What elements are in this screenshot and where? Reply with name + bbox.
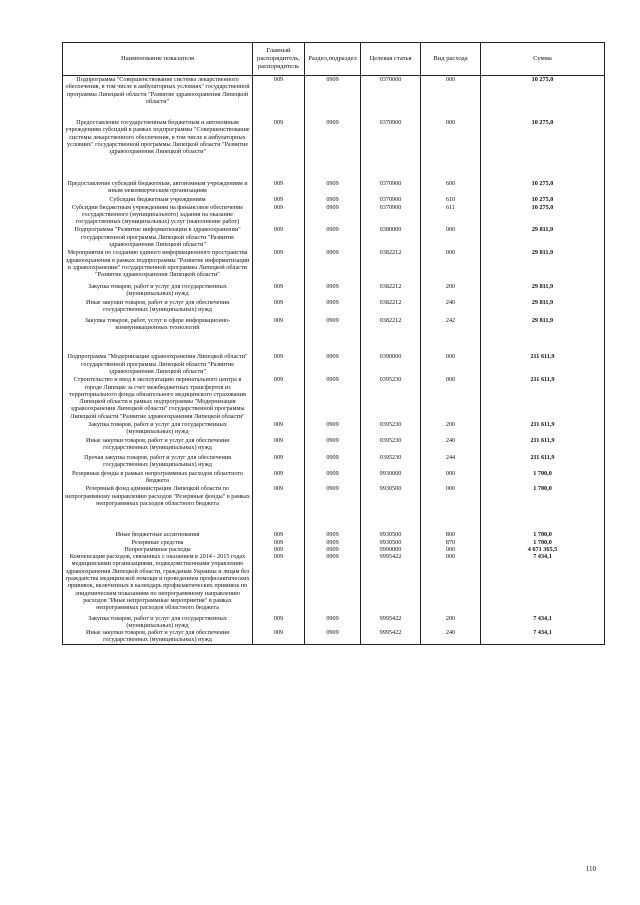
row-target: 0395230 — [361, 437, 421, 455]
row-name: Непрограммные расходы — [63, 546, 253, 553]
row-expense-type: 200 — [421, 615, 481, 630]
row-expense-type: 000 — [421, 353, 481, 376]
row-section: 0909 — [305, 353, 361, 376]
row-expense-type: 000 — [421, 119, 481, 179]
row-name: Предоставление субсидий бюджетным, автономным учреждениям и иным некоммерческим организациям — [63, 180, 253, 197]
row-section: 0909 — [305, 454, 361, 470]
table-row — [63, 485, 605, 531]
row-sum: 10 275,0 — [481, 204, 605, 227]
row-expense-type: 240 — [421, 629, 481, 644]
row-name: Прочая закупка товаров, работ и услуг для обеспечения государственных (муниципальных) нужд — [63, 454, 253, 470]
row-target: 0382212 — [361, 249, 421, 282]
row-sum: 10 275,0 — [481, 180, 605, 197]
row-expense-type: 870 — [421, 539, 481, 546]
row-sum: 10 275,0 — [481, 196, 605, 203]
row-expense-type: 240 — [421, 299, 481, 317]
row-target: 0380000 — [361, 226, 421, 249]
header-target: Целевая статья — [361, 43, 421, 76]
row-sum: 29 811,9 — [481, 283, 605, 300]
header-sum: Сумма — [481, 43, 605, 76]
row-target: 9930000 — [361, 470, 421, 486]
row-target: 9930500 — [361, 485, 421, 531]
row-expense-type: 000 — [421, 376, 481, 421]
row-sum: 7 434,1 — [481, 615, 605, 630]
row-admin: 009 — [253, 249, 305, 282]
row-section: 0909 — [305, 553, 361, 614]
table-row — [63, 454, 605, 470]
row-admin: 009 — [253, 76, 305, 120]
row-target: 9930500 — [361, 531, 421, 538]
table-row — [63, 437, 605, 455]
row-expense-type: 000 — [421, 226, 481, 249]
row-name: Резервный фонд администрации Липецкой области по непрограммному направлению расходов "Резервные фонды" в рамках непрограммных расходов областного бюджета — [63, 485, 253, 531]
row-section: 0909 — [305, 546, 361, 553]
row-name: Резервные фонды в рамках непрограммных расходов областного бюджета — [63, 470, 253, 486]
row-target: 0370900 — [361, 180, 421, 197]
row-expense-type: 000 — [421, 553, 481, 614]
budget-table-sheet — [62, 42, 604, 645]
row-name: Резервные средства — [63, 539, 253, 546]
row-sum: 7 434,1 — [481, 553, 605, 614]
row-section: 0909 — [305, 470, 361, 486]
row-target: 0370900 — [361, 119, 421, 179]
header-expense-type: Вид расхода — [421, 43, 481, 76]
header-row — [63, 43, 605, 76]
table-row — [63, 546, 605, 553]
row-name: Строительство и ввод в эксплуатацию перинатального центра в городе Липецке за счет межбюджетных трансфертов из территориального фонда обязательного медицинского страхования Липецкой области в рамках подпрограммы "Модернизация здравоохранения Липецкой области" государственной программы Липецкой области "Развитие здравоохранения Липецкой области" — [63, 376, 253, 421]
table-row — [63, 196, 605, 203]
row-target: 9930500 — [361, 539, 421, 546]
row-admin: 009 — [253, 553, 305, 614]
row-name: Закупка товаров, работ и услуг для государственных (муниципальных) нужд — [63, 283, 253, 300]
row-admin: 009 — [253, 376, 305, 421]
table-row — [63, 180, 605, 197]
row-sum: 211 611,9 — [481, 454, 605, 470]
row-target: 9995422 — [361, 615, 421, 630]
row-expense-type: 610 — [421, 196, 481, 203]
row-admin: 009 — [253, 539, 305, 546]
row-name: Закупка товаров, работ, услуг в сфере информационно-коммуникационных технологий — [63, 317, 253, 354]
row-section: 0909 — [305, 437, 361, 455]
row-sum: 211 611,9 — [481, 421, 605, 437]
row-target: 9990000 — [361, 546, 421, 553]
row-sum: 1 700,0 — [481, 470, 605, 486]
table-row — [63, 317, 605, 354]
row-expense-type: 244 — [421, 454, 481, 470]
row-target: 0382212 — [361, 317, 421, 354]
row-sum: 10 275,0 — [481, 119, 605, 179]
row-admin: 009 — [253, 485, 305, 531]
page-number: 110 — [585, 865, 596, 873]
row-sum: 29 811,9 — [481, 299, 605, 317]
row-section: 0909 — [305, 539, 361, 546]
row-section: 0909 — [305, 485, 361, 531]
row-name: Закупка товаров, работ и услуг для государственных (муниципальных) нужд — [63, 615, 253, 630]
row-name: Иные бюджетные ассигнования — [63, 531, 253, 538]
row-expense-type: 240 — [421, 437, 481, 455]
table-row — [63, 629, 605, 644]
row-expense-type: 000 — [421, 470, 481, 486]
row-expense-type: 000 — [421, 249, 481, 282]
row-target: 0382212 — [361, 283, 421, 300]
row-expense-type: 200 — [421, 283, 481, 300]
table-row — [63, 204, 605, 227]
row-admin: 009 — [253, 615, 305, 630]
row-sum: 7 434,1 — [481, 629, 605, 644]
row-name: Компенсация расходов, связанных с оказанием в 2014 - 2015 годах медицинскими организациями, подведомственными управлению здравоохранения Липецкой области, гражданам Украины и лицам без гражданства медицинской помощи и проведением профилактических прививок, включенных в календарь профилактических прививок по эпидемическим показаниям по непрограммному направлению расходов "Иные непрограммные мероприятия" в рамках непрограммных расходов областного бюджета — [63, 553, 253, 614]
row-name: Субсидии бюджетным учреждениям на финансовое обеспечение государственного (муниципального) задания на оказание государственных (муниципальных) услуг (выполнение работ) — [63, 204, 253, 227]
row-target: 9995422 — [361, 629, 421, 644]
row-name: Закупка товаров, работ и услуг для государственных (муниципальных) нужд — [63, 421, 253, 437]
table-row — [63, 553, 605, 614]
row-name: Подпрограмма "Модернизация здравоохранения Липецкой области" государственной программы Липецкой области "Развитие здравоохранения Липецкой области" — [63, 353, 253, 376]
row-target: 0370900 — [361, 204, 421, 227]
row-section: 0909 — [305, 629, 361, 644]
row-admin: 009 — [253, 629, 305, 644]
table-row — [63, 470, 605, 486]
row-admin: 009 — [253, 546, 305, 553]
table-row — [63, 76, 605, 120]
row-expense-type: 000 — [421, 485, 481, 531]
table-row — [63, 531, 605, 538]
table-row — [63, 421, 605, 437]
row-target: 0395230 — [361, 376, 421, 421]
row-admin: 009 — [253, 531, 305, 538]
row-sum: 4 671 365,5 — [481, 546, 605, 553]
row-section: 0909 — [305, 249, 361, 282]
table-row — [63, 539, 605, 546]
row-target: 0370900 — [361, 196, 421, 203]
row-section: 0909 — [305, 283, 361, 300]
row-section: 0909 — [305, 421, 361, 437]
header-section: Раздел,подраздел — [305, 43, 361, 76]
row-section: 0909 — [305, 226, 361, 249]
row-admin: 009 — [253, 454, 305, 470]
row-expense-type: 600 — [421, 180, 481, 197]
row-admin: 009 — [253, 119, 305, 179]
row-admin: 009 — [253, 196, 305, 203]
row-admin: 009 — [253, 437, 305, 455]
row-target: 0370000 — [361, 76, 421, 120]
row-name: Подпрограмма "Развитие информатизации в здравоохранении" государственной программы Липецкой области "Развитие здравоохранения Липецкой области" — [63, 226, 253, 249]
row-section: 0909 — [305, 204, 361, 227]
row-sum: 211 611,9 — [481, 353, 605, 376]
header-admin: Главный распорядитель, распорядитель — [253, 43, 305, 76]
row-name: Предоставление государственным бюджетным и автономным учреждениям субсидий в рамках подпрограммы "Совершенствование системы лекарственного обеспечения, в том числе в амбулаторных условиях" государственной программы Липецкой области "Развитие здравоохранения Липецкой области" — [63, 119, 253, 179]
row-sum: 10 275,0 — [481, 76, 605, 120]
row-admin: 009 — [253, 317, 305, 354]
row-name: Иные закупки товаров, работ и услуг для обеспечения государственных (муниципальных) нужд — [63, 437, 253, 455]
row-section: 0909 — [305, 531, 361, 538]
row-expense-type: 611 — [421, 204, 481, 227]
row-expense-type: 242 — [421, 317, 481, 354]
table-row — [63, 226, 605, 249]
row-expense-type: 000 — [421, 76, 481, 120]
row-expense-type: 200 — [421, 421, 481, 437]
row-admin: 009 — [253, 283, 305, 300]
row-section: 0909 — [305, 299, 361, 317]
row-section: 0909 — [305, 196, 361, 203]
table-row — [63, 615, 605, 630]
row-admin: 009 — [253, 226, 305, 249]
row-admin: 009 — [253, 353, 305, 376]
row-section: 0909 — [305, 76, 361, 120]
row-name: Подпрограмма "Совершенствование системы лекарственного обеспечения, в том числе в амбулаторных условиях" государственной программы Липецкой области "Развитие здравоохранения Липецкой области" — [63, 76, 253, 120]
row-expense-type: 000 — [421, 546, 481, 553]
row-sum: 1 700,0 — [481, 485, 605, 531]
budget-table — [62, 42, 605, 645]
table-row — [63, 119, 605, 179]
table-row — [63, 376, 605, 421]
row-sum: 1 700,0 — [481, 539, 605, 546]
row-section: 0909 — [305, 376, 361, 421]
row-sum: 29 811,9 — [481, 249, 605, 282]
table-row — [63, 353, 605, 376]
row-target: 0390000 — [361, 353, 421, 376]
row-name: Иные закупки товаров, работ и услуг для обеспечения государственных (муниципальных) нужд — [63, 299, 253, 317]
row-target: 0395230 — [361, 454, 421, 470]
row-admin: 009 — [253, 421, 305, 437]
row-sum: 29 811,9 — [481, 317, 605, 354]
row-admin: 009 — [253, 470, 305, 486]
row-name: Иные закупки товаров, работ и услуг для обеспечения государственных (муниципальных) нужд — [63, 629, 253, 644]
row-name: Мероприятия по созданию единого информационного пространства здравоохранения в рамках подпрограммы "Развитие информатизации в здравоохранении" государственной программы Липецкой области "Развитие здравоохранения Липецкой области" — [63, 249, 253, 282]
row-section: 0909 — [305, 317, 361, 354]
row-name: Субсидии бюджетным учреждениям — [63, 196, 253, 203]
row-expense-type: 800 — [421, 531, 481, 538]
row-target: 0395230 — [361, 421, 421, 437]
row-admin: 009 — [253, 204, 305, 227]
row-target: 0382212 — [361, 299, 421, 317]
header-name: Наименование показателя — [63, 43, 253, 76]
row-target: 9995422 — [361, 553, 421, 614]
table-row — [63, 283, 605, 300]
row-section: 0909 — [305, 180, 361, 197]
row-sum: 1 700,0 — [481, 531, 605, 538]
table-row — [63, 249, 605, 282]
row-sum: 211 611,9 — [481, 437, 605, 455]
table-row — [63, 299, 605, 317]
row-section: 0909 — [305, 615, 361, 630]
row-sum: 29 811,9 — [481, 226, 605, 249]
row-sum: 211 611,9 — [481, 376, 605, 421]
row-admin: 009 — [253, 299, 305, 317]
row-admin: 009 — [253, 180, 305, 197]
row-section: 0909 — [305, 119, 361, 179]
